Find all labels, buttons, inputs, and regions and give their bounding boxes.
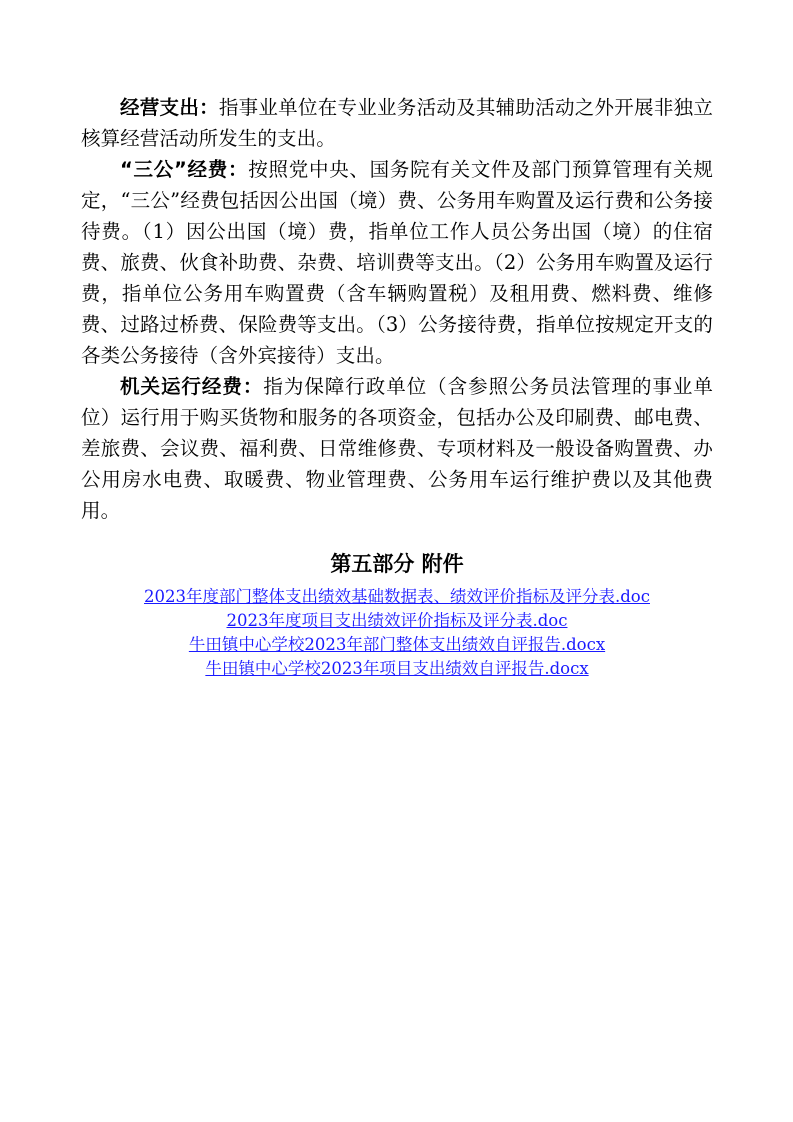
attachment-link-project-indicator-table[interactable]: 2023年度项目支出绩效评价指标及评分表.doc xyxy=(226,611,568,630)
paragraph-operating-expenses xyxy=(81,92,713,154)
attachment-list xyxy=(81,585,713,681)
paragraph-agency-operating-funds xyxy=(81,371,713,526)
attachment-item xyxy=(81,609,713,633)
attachment-link-overall-self-evaluation[interactable]: 牛田镇中心学校2023年部门整体支出绩效自评报告.docx xyxy=(188,635,606,654)
definition-three-public-funds: 按照党中央、国务院有关文件及部门预算管理有关规定，“三公”经费包括因公出国（境）费、公务用车购置及运行费和公务接待费。（1）因公出国（境）费，指单位工作人员公务出国（境）的住宿费、旅费、伙食补助费、杂费、培训费等支出。（2）公务用车购置及运行费，指单位公务用车购置费（含车辆购置税）及租用费、燃料费、维修费、过路过桥费、保险费等支出。（3）公务接待费，指单位按规定开支的各类公务接待（含外宾接待）支出。 xyxy=(81,158,713,367)
attachment-item xyxy=(81,585,713,609)
definition-operating-expenses: 指事业单位在专业业务活动及其辅助活动之外开展非独立核算经营活动所发生的支出。 xyxy=(81,96,713,150)
attachment-link-project-self-evaluation[interactable]: 牛田镇中心学校2023年项目支出绩效自评报告.docx xyxy=(205,659,589,678)
term-operating-expenses: 经营支出： xyxy=(120,96,219,119)
definition-agency-operating-funds: 指为保障行政单位（含参照公务员法管理的事业单位）运行用于购买货物和服务的各项资金，包括办公及印刷费、邮电费、差旅费、会议费、福利费、日常维修费、专项材料及一般设备购置费、办公用房水电费、取暖费、物业管理费、公务用车运行维护费以及其他费用。 xyxy=(81,375,714,522)
attachment-item xyxy=(81,657,713,681)
section-title: 第五部分 附件 xyxy=(330,552,464,576)
term-three-public-funds: “三公”经费： xyxy=(120,158,249,181)
term-agency-operating-funds: 机关运行经费： xyxy=(120,375,264,398)
attachment-item xyxy=(81,633,713,657)
document-page xyxy=(81,92,713,681)
attachment-link-overall-data-table[interactable]: 2023年度部门整体支出绩效基础数据表、绩效评价指标及评分表.doc xyxy=(144,587,650,606)
paragraph-three-public-funds xyxy=(81,154,713,371)
